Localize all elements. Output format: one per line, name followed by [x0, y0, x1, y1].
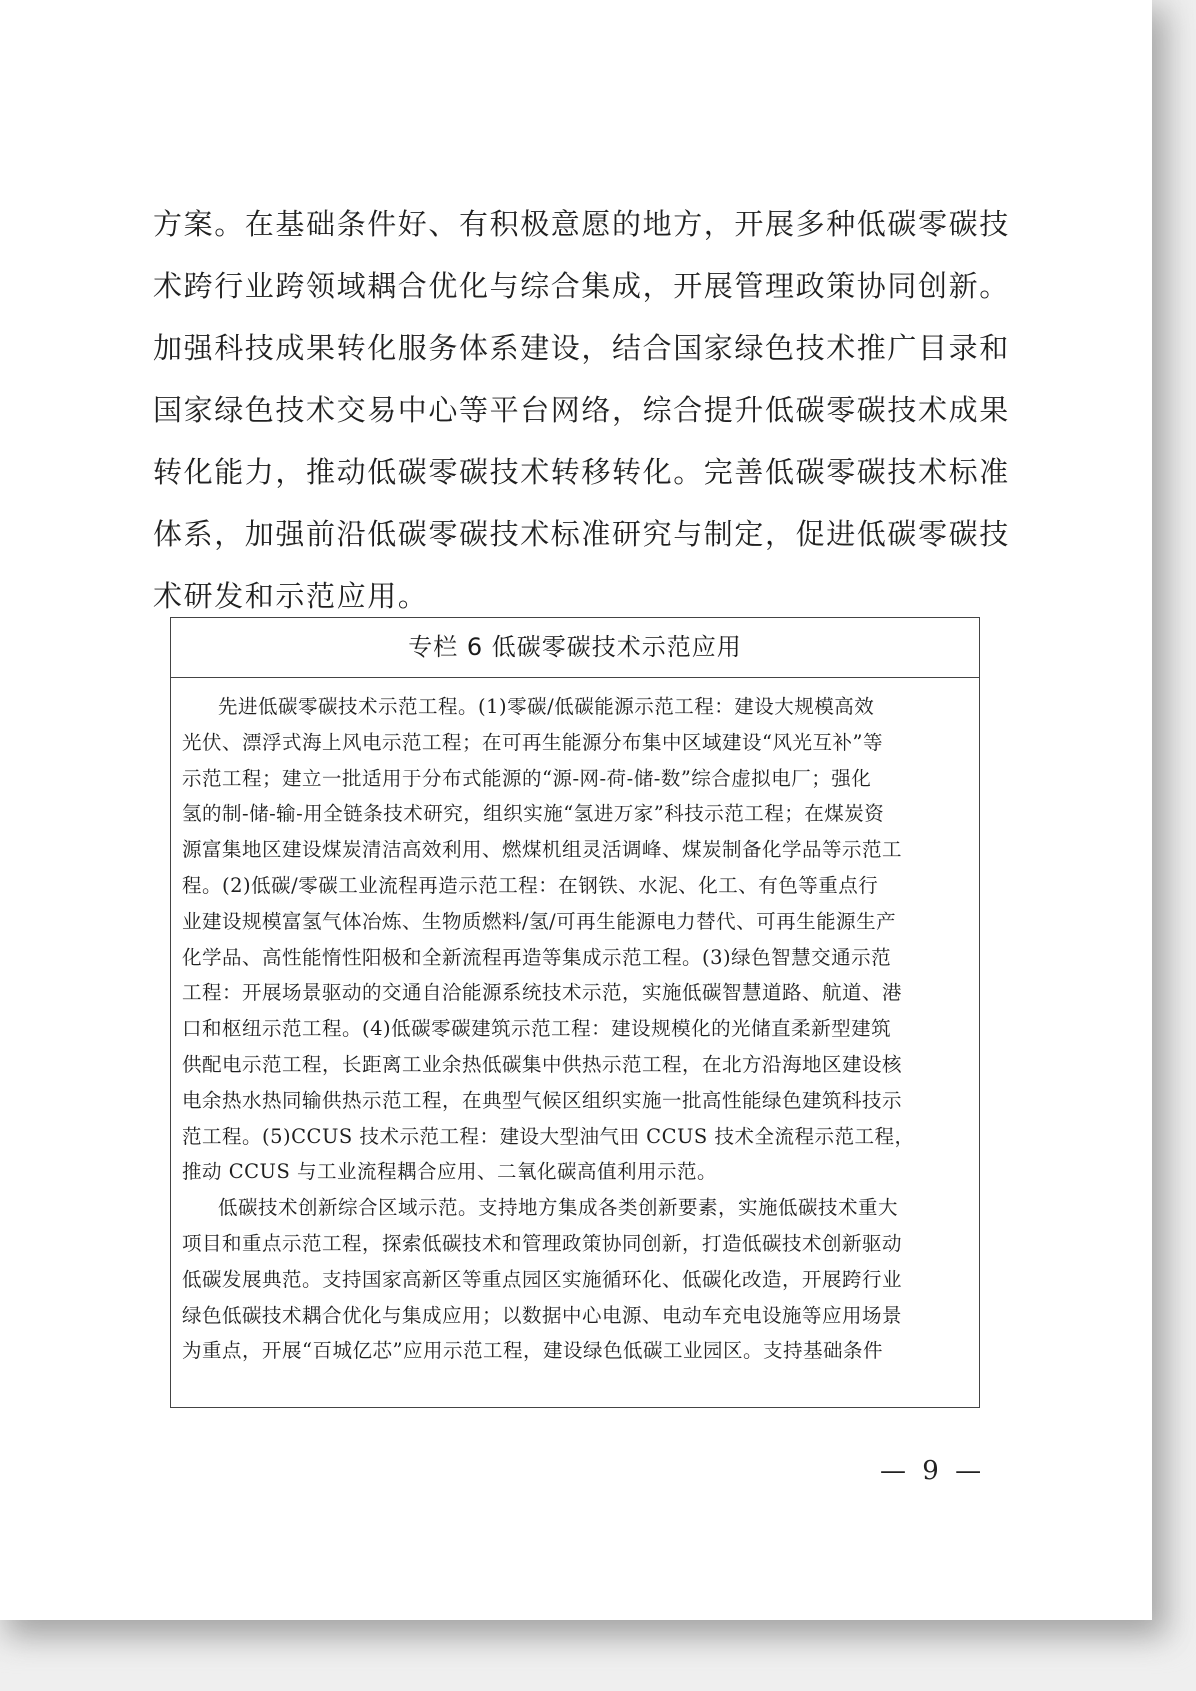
body-line: 术研发和示范应用。 [153, 579, 429, 613]
body-line: 加强科技成果转化服务体系建设，结合国家绿色技术推广目录和 [153, 331, 1010, 365]
box-line: 工程：开展场景驱动的交通自洽能源系统技术示范，实施低碳智慧道路、航道、港 [182, 981, 903, 1005]
box-line: 业建设规模富氢气体冶炼、生物质燃料/氢/可再生能源电力替代、可再生能源生产 [182, 909, 897, 933]
body-line: 术跨行业跨领域耦合优化与综合集成，开展管理政策协同创新。 [153, 269, 1010, 303]
box-line: 口和枢纽示范工程。(4)低碳零碳建筑示范工程：建设规模化的光储直柔新型建筑 [182, 1017, 892, 1041]
body-line: 方案。在基础条件好、有积极意愿的地方，开展多种低碳零碳技 [153, 207, 1010, 241]
box-line: 化学品、高性能惰性阳极和全新流程再造等集成示范工程。(3)绿色智慧交通示范 [182, 945, 892, 969]
sidebar-box-column-6 [170, 617, 980, 1408]
box-line: 程。(2)低碳/零碳工业流程再造示范工程：在钢铁、水泥、化工、有色等重点行 [182, 873, 879, 897]
box-line: 推动 CCUS 与工业流程耦合应用、二氧化碳高值利用示范。 [182, 1160, 718, 1184]
box-line: 先进低碳零碳技术示范工程。(1)零碳/低碳能源示范工程：建设大规模高效 [218, 695, 875, 718]
box-line: 供配电示范工程，长距离工业余热低碳集中供热示范工程，在北方沿海地区建设核 [182, 1052, 903, 1076]
box-line: 范工程。(5)CCUS 技术示范工程：建设大型油气田 CCUS 技术全流程示范工程， [182, 1124, 915, 1148]
box-line: 绿色低碳技术耦合优化与集成应用；以数据中心电源、电动车充电设施等应用场景 [182, 1303, 903, 1327]
box-line: 项目和重点示范工程，探索低碳技术和管理政策协同创新，打造低碳技术创新驱动 [182, 1231, 903, 1255]
box-line: 光伏、漂浮式海上风电示范工程；在可再生能源分布集中区域建设“风光互补”等 [182, 730, 883, 754]
box-line: 氢的制-储-输-用全链条技术研究，组织实施“氢进万家”科技示范工程；在煤炭资 [182, 802, 885, 826]
page-number: — 9 — [880, 1456, 986, 1486]
body-line: 国家绿色技术交易中心等平台网络，综合提升低碳零碳技术成果 [153, 393, 1010, 427]
body-paragraph [153, 200, 1011, 634]
body-line: 转化能力，推动低碳零碳技术转移转化。完善低碳零碳技术标准 [153, 455, 1010, 489]
box-line: 为重点，开展“百城亿芯”应用示范工程，建设绿色低碳工业园区。支持基础条件 [182, 1339, 883, 1363]
box-line: 低碳发展典范。支持国家高新区等重点园区实施循环化、低碳化改造，开展跨行业 [182, 1267, 903, 1291]
box-line: 低碳技术创新综合区域示范。支持地方集成各类创新要素，实施低碳技术重大 [218, 1196, 899, 1220]
box-line: 示范工程；建立一批适用于分布式能源的“源-网-荷-储-数”综合虚拟电厂；强化 [182, 766, 872, 790]
body-line: 体系，加强前沿低碳零碳技术标准研究与制定，促进低碳零碳技 [153, 517, 1010, 551]
box-content [171, 678, 979, 1369]
box-line: 电余热水热同输供热示范工程，在典型气候区组织实施一批高性能绿色建筑科技示 [182, 1088, 903, 1112]
box-line: 源富集地区建设煤炭清洁高效利用、燃煤机组灵活调峰、煤炭制备化学品等示范工 [182, 838, 903, 862]
box-title: 专栏 6 低碳零碳技术示范应用 [171, 618, 979, 678]
